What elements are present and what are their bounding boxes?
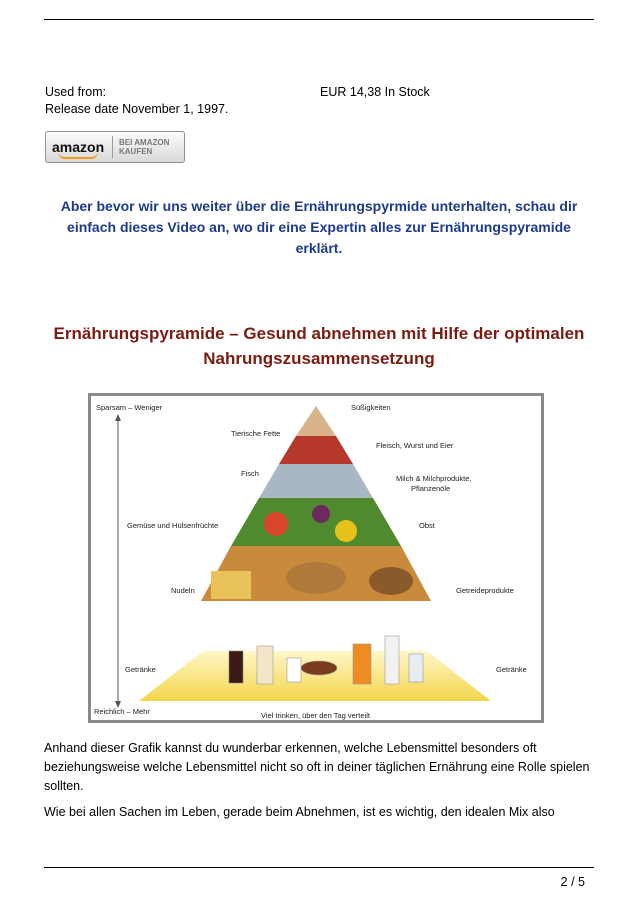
amazon-line2: KAUFEN bbox=[119, 147, 153, 156]
grapes-shape bbox=[312, 505, 330, 523]
label-nudeln: Nudeln bbox=[171, 586, 195, 595]
label-getraenke-right: Getränke bbox=[496, 665, 527, 674]
glass bbox=[409, 654, 423, 682]
page-number: 2 / 5 bbox=[560, 875, 585, 889]
amazon-logo: amazon bbox=[52, 139, 110, 155]
vegetables-fruit-layer bbox=[231, 498, 401, 546]
label-milch-line2: Pflanzenöle bbox=[411, 484, 451, 493]
label-getreide: Getreideprodukte bbox=[456, 586, 514, 595]
used-from-label: Used from: bbox=[45, 85, 107, 99]
label-milch-line1: Milch & Milchprodukte, bbox=[396, 474, 472, 483]
arrow-head-top bbox=[115, 414, 121, 421]
bottom-rule bbox=[44, 867, 594, 868]
label-fisch: Fisch bbox=[241, 469, 259, 478]
food-pyramid-graphic bbox=[91, 396, 541, 720]
bottle bbox=[385, 636, 399, 684]
label-getraenke-left: Getränke bbox=[125, 665, 156, 674]
juice-jug bbox=[353, 644, 371, 684]
label-fleisch: Fleisch, Wurst und Eier bbox=[376, 441, 454, 450]
paragraph-2: Wie bei allen Sachen im Leben, gerade beim Abnehmen, ist es wichtig, den idealen Mix also bbox=[44, 805, 555, 819]
sweets-layer bbox=[296, 406, 336, 436]
tea-cup bbox=[301, 661, 337, 675]
amazon-line1: BEI AMAZON bbox=[119, 138, 170, 147]
pasta-shape bbox=[211, 571, 251, 599]
drinks-base bbox=[139, 651, 491, 701]
water-carafe bbox=[257, 646, 273, 684]
amazon-button-label bbox=[119, 138, 169, 156]
fish-dairy-layer bbox=[259, 464, 373, 498]
divider bbox=[112, 136, 113, 158]
amazon-buy-button[interactable] bbox=[45, 131, 185, 163]
top-rule bbox=[44, 19, 594, 20]
label-obst: Obst bbox=[419, 521, 435, 530]
food-pyramid-figure bbox=[88, 393, 544, 723]
offer-price: EUR 14,38 In Stock bbox=[320, 85, 430, 99]
intro-heading: Aber bevor wir uns weiter über die Ernährungspyrmide unterhalten, schau dir einfach dieses Video an, wo dir eine Expertin alles zur Ernährungspyramide erklärt. bbox=[60, 198, 578, 256]
label-sparsam: Sparsam – Weniger bbox=[96, 403, 163, 412]
meat-layer bbox=[279, 436, 353, 464]
water-glass bbox=[287, 658, 301, 682]
cola-glass bbox=[229, 651, 243, 683]
paragraph-1: Anhand dieser Grafik kannst du wunderbar erkennen, welche Lebensmittel besonders oft beziehungsweise welche Lebensmittel nicht so oft in deiner täglichen Ernährung eine Rolle spielen sollten. bbox=[44, 741, 590, 793]
section-heading: Ernährungspyramide – Gesund abnehmen mit Hilfe der optimalen Nahrungszusammensetzung bbox=[53, 324, 585, 368]
tomato-shape bbox=[264, 512, 288, 536]
label-gemuese: Gemüse und Hülsenfrüchte bbox=[127, 521, 219, 530]
rolls-shape bbox=[286, 562, 346, 594]
label-suessigkeiten: Süßigkeiten bbox=[351, 403, 391, 412]
label-trinken: Viel trinken, über den Tag verteilt bbox=[261, 711, 370, 720]
release-date: Release date November 1, 1997. bbox=[45, 102, 229, 116]
bread-shape bbox=[369, 567, 413, 595]
label-reichlich: Reichlich – Mehr bbox=[94, 707, 150, 716]
banana-shape bbox=[335, 520, 357, 542]
label-fette: Tierische Fette bbox=[231, 429, 281, 438]
